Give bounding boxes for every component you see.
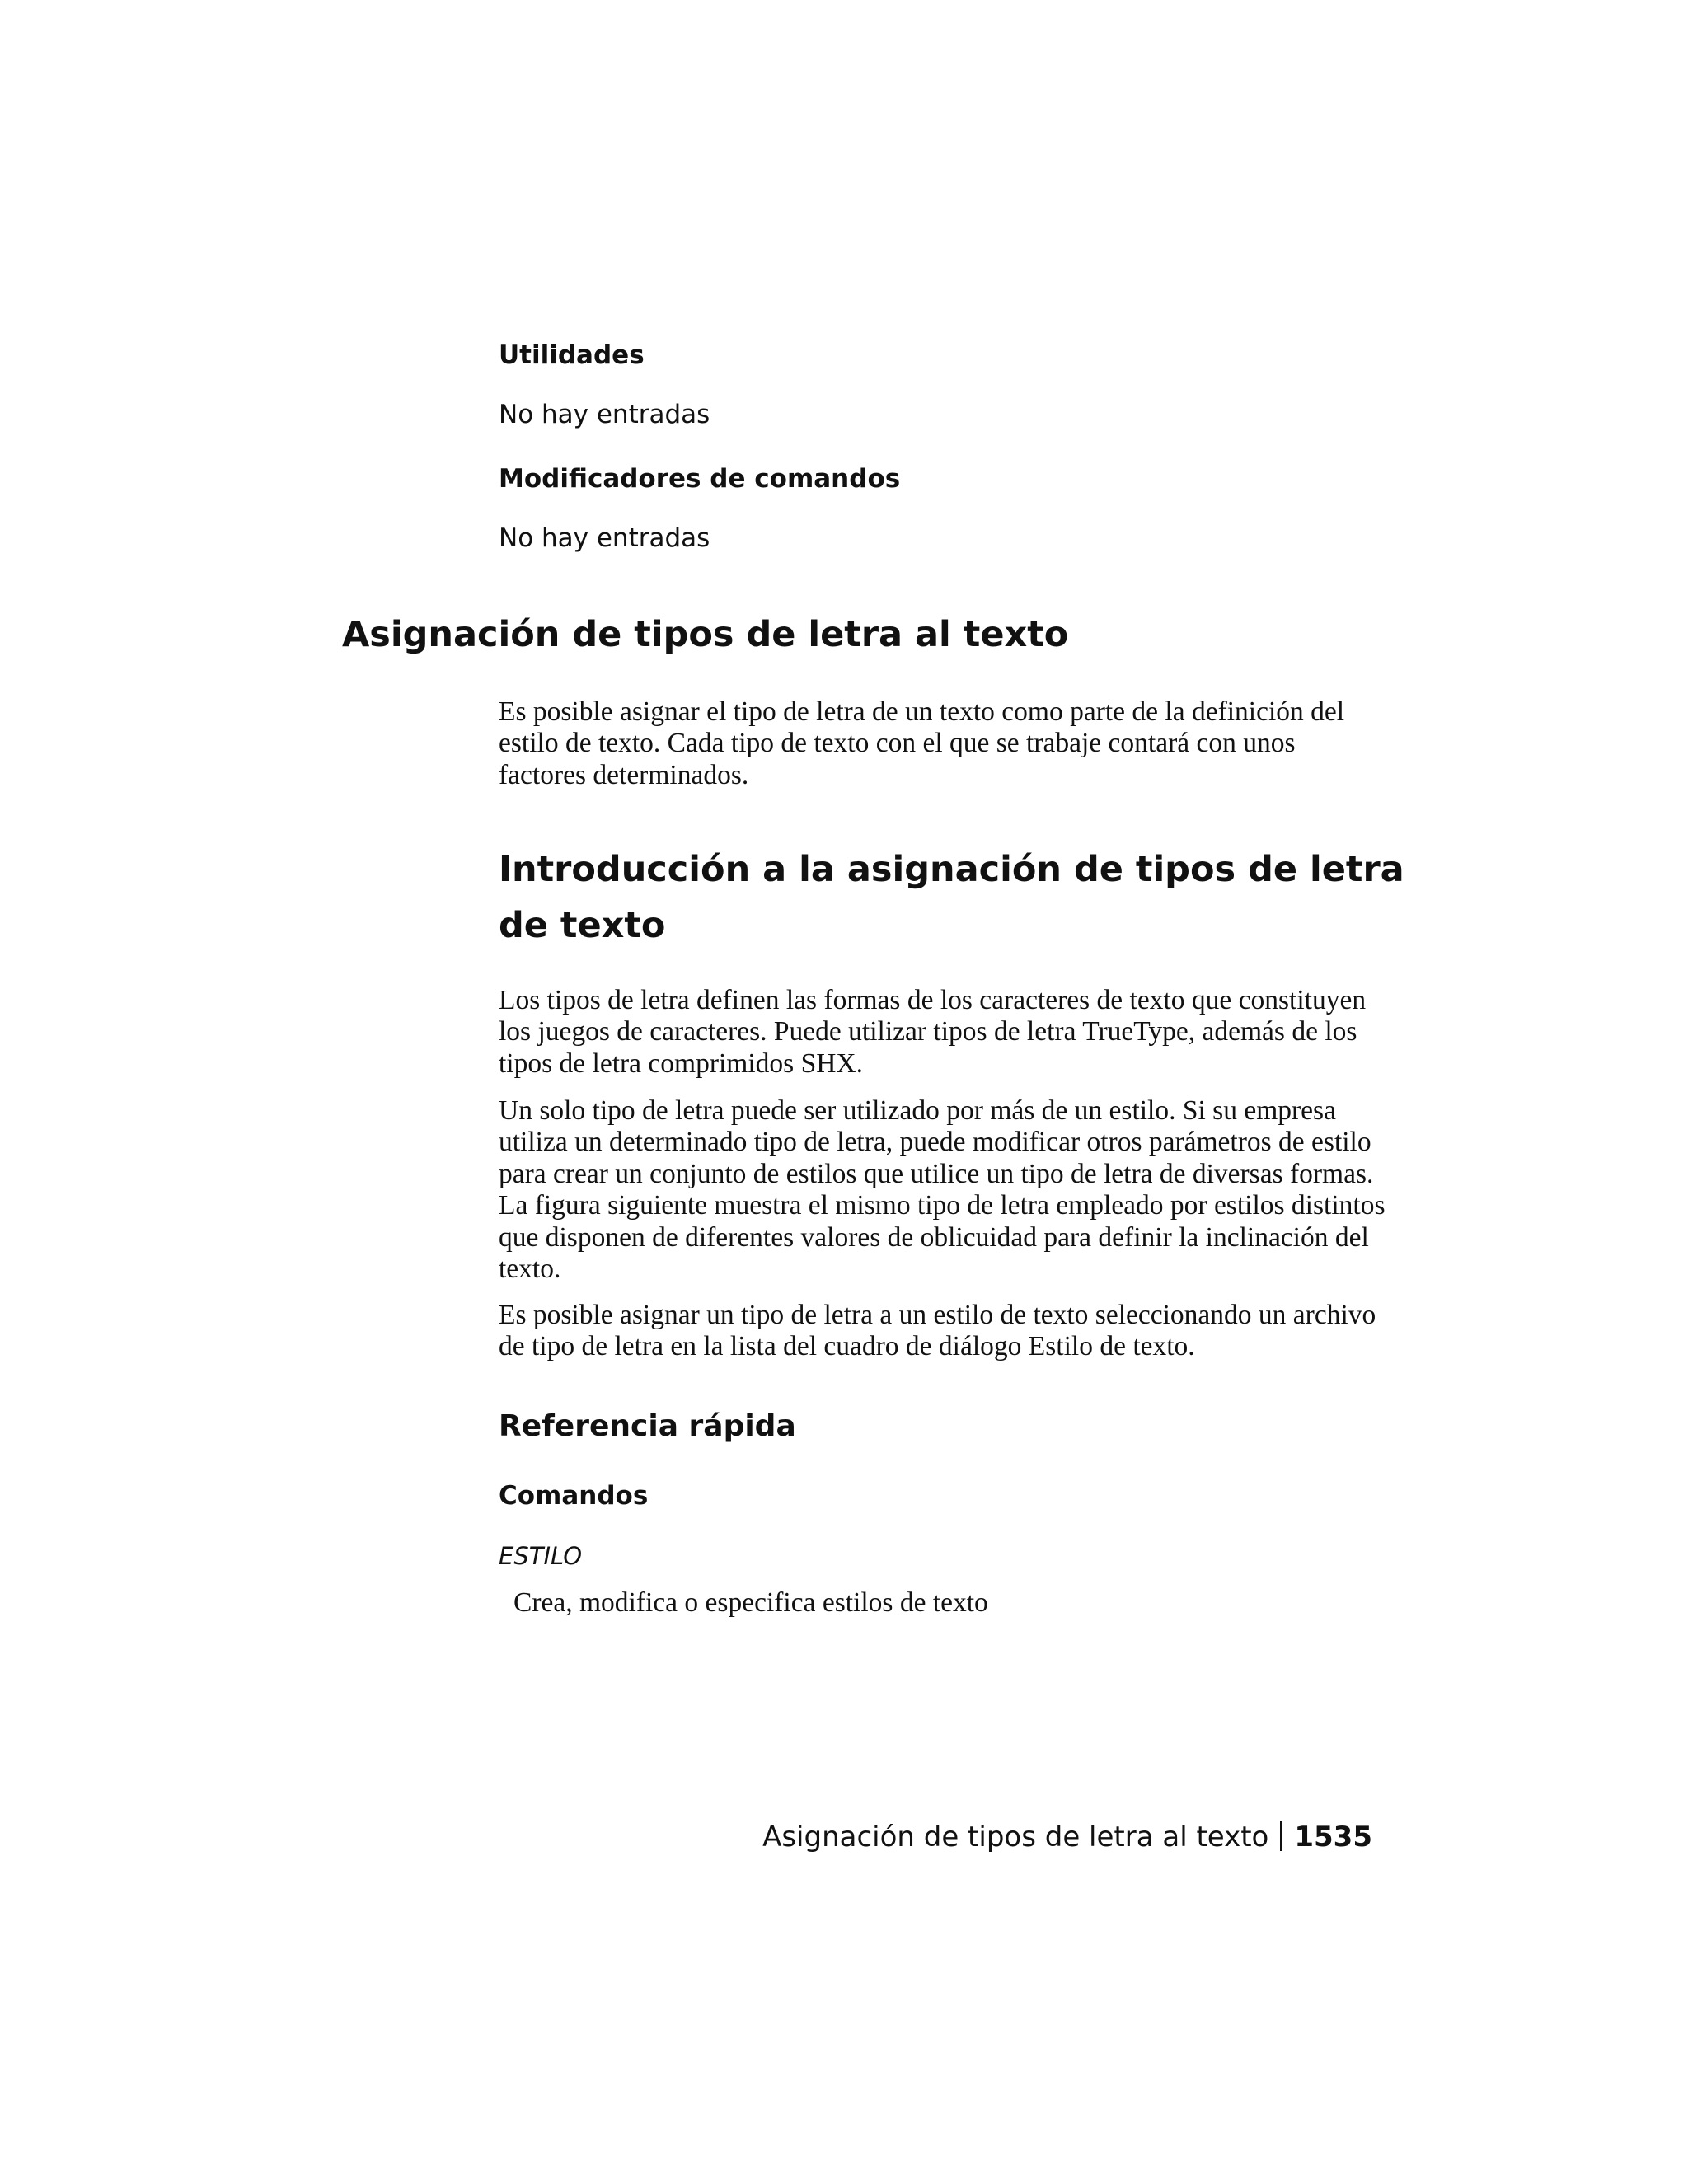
footer-separator [1280, 1821, 1282, 1851]
section-title: Asignación de tipos de letra al texto [342, 614, 1069, 655]
subsection-paragraph-1: Los tipos de letra definen las formas de los caracteres de texto que constituyen los juegos de caracteres. Puede utilizar tipos de letra TrueType, además de los tipos de letra comprimidos SHX. [499, 985, 1367, 1079]
utilities-heading: Utilidades [499, 340, 645, 370]
commands-heading: Comandos [499, 1481, 649, 1511]
quick-reference-heading: Referencia rápida [499, 1409, 796, 1443]
page-footer [762, 1817, 1372, 1857]
command-name-link[interactable]: ESTILO [499, 1542, 583, 1570]
page-number: 1535 [1294, 1821, 1372, 1854]
subsection-paragraph-2: Un solo tipo de letra puede ser utilizado por más de un estilo. Si su empresa utiliza un determinado tipo de letra, puede modificar otros parámetros de estilo para crear un conjunto de estilos que utilice un tipo de letra de diversas formas. La figura siguiente muestra el mismo tipo de letra empleado por estilos distintos que disponen de diferentes valores de oblicuidad para definir la inclinación del texto. [499, 1095, 1386, 1285]
subsection-title: Introducción a la asignación de tipos de letra de texto [499, 849, 1404, 946]
footer-running-title: Asignación de tipos de letra al texto [762, 1821, 1269, 1854]
command-modifiers-value: No hay entradas [499, 523, 710, 553]
command-description: Crea, modifica o especifica estilos de texto [513, 1587, 988, 1618]
utilities-value: No hay entradas [499, 400, 710, 429]
subsection-paragraph-3: Es posible asignar un tipo de letra a un estilo de texto seleccionando un archivo de tipo de letra en la lista del cuadro de diálogo Estilo de texto. [499, 1300, 1376, 1362]
section-intro-paragraph: Es posible asignar el tipo de letra de un texto como parte de la definición del estilo de texto. Cada tipo de texto con el que se trabaje contará con unos factores determinados. [499, 696, 1345, 790]
command-modifiers-heading: Modificadores de comandos [499, 464, 901, 494]
